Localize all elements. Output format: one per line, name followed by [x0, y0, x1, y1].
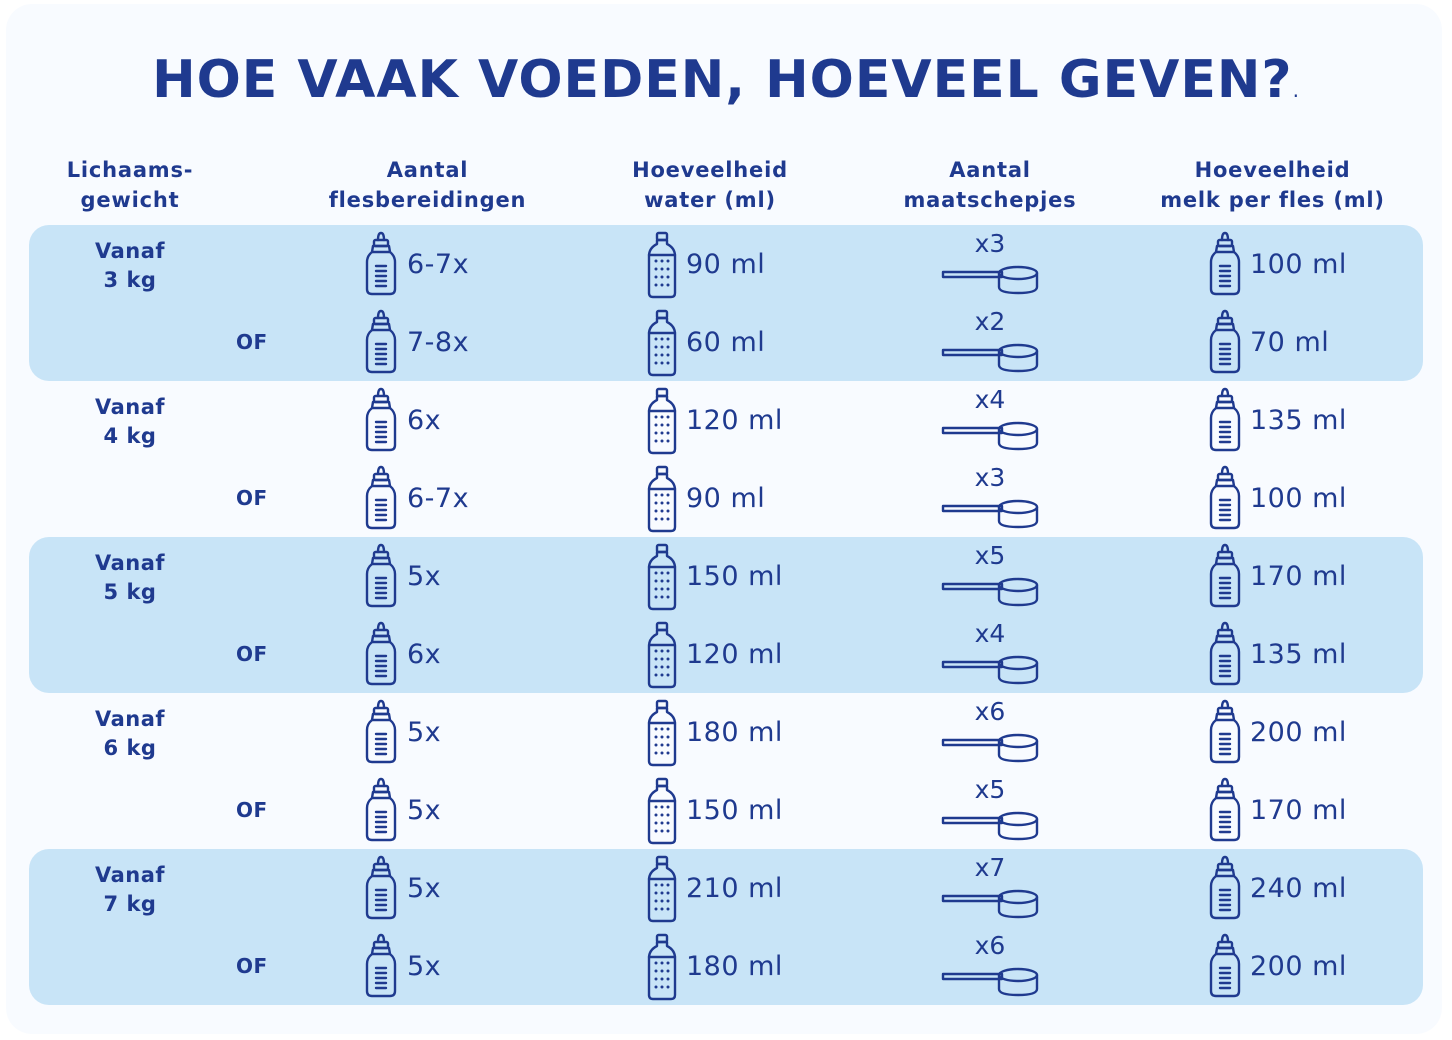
- milk-value: 200 ml: [1250, 951, 1347, 982]
- measuring-scoop-icon: [940, 575, 1040, 611]
- or-label: OF: [236, 330, 268, 354]
- water-value: 60 ml: [686, 327, 766, 358]
- scoops-value: x7: [974, 853, 1006, 882]
- scoops-value: x3: [974, 463, 1006, 492]
- table-row: [0, 773, 1452, 851]
- baby-bottle-icon: [1208, 621, 1242, 691]
- table-row: [0, 851, 1452, 929]
- measuring-scoop-icon: [940, 887, 1040, 923]
- baby-bottle-icon: [364, 465, 398, 535]
- water-bottle-icon: [646, 699, 678, 771]
- or-label: OF: [236, 954, 268, 978]
- water-bottle-icon: [646, 543, 678, 615]
- water-value: 90 ml: [686, 483, 766, 514]
- or-label: OF: [236, 798, 268, 822]
- feeds-value: 6x: [407, 639, 442, 670]
- table-row: [0, 461, 1452, 539]
- feeds-value: 5x: [407, 717, 442, 748]
- milk-value: 135 ml: [1250, 639, 1347, 670]
- weight-label: Vanaf 6 kg: [94, 707, 166, 760]
- page-title: [0, 50, 1452, 110]
- table-row: [0, 539, 1452, 617]
- milk-value: 170 ml: [1250, 561, 1347, 592]
- scoops-value: x5: [974, 541, 1006, 570]
- baby-bottle-icon: [364, 231, 398, 301]
- header-body-weight: Lichaams- gewicht: [66, 158, 194, 212]
- table-row: [0, 383, 1452, 461]
- measuring-scoop-icon: [940, 809, 1040, 845]
- milk-value: 70 ml: [1250, 327, 1330, 358]
- table-row: [0, 695, 1452, 773]
- scoops-value: x3: [974, 229, 1006, 258]
- scoops-value: x4: [974, 619, 1006, 648]
- title-mark: .: [1292, 78, 1300, 102]
- or-label: OF: [236, 642, 268, 666]
- baby-bottle-icon: [1208, 543, 1242, 613]
- baby-bottle-icon: [1208, 933, 1242, 1003]
- scoops-value: x6: [974, 697, 1006, 726]
- table-header: [0, 155, 1452, 225]
- feeds-value: 5x: [407, 561, 442, 592]
- baby-bottle-icon: [1208, 309, 1242, 379]
- water-bottle-icon: [646, 309, 678, 381]
- header-water-amount: Hoeveelheid water (ml): [632, 158, 788, 212]
- milk-value: 100 ml: [1250, 483, 1347, 514]
- title-text: HOE VAAK VOEDEN, HOEVEEL GEVEN?: [152, 50, 1293, 110]
- water-value: 150 ml: [686, 561, 783, 592]
- weight-label: Vanaf 4 kg: [94, 395, 166, 448]
- measuring-scoop-icon: [940, 965, 1040, 1001]
- baby-bottle-icon: [364, 387, 398, 457]
- milk-value: 170 ml: [1250, 795, 1347, 826]
- feeds-value: 5x: [407, 795, 442, 826]
- header-scoops: Aantal maatschepjes: [903, 158, 1077, 212]
- water-bottle-icon: [646, 231, 678, 303]
- measuring-scoop-icon: [940, 341, 1040, 377]
- water-value: 120 ml: [686, 639, 783, 670]
- milk-value: 135 ml: [1250, 405, 1347, 436]
- header-milk-per-bottle: Hoeveelheid melk per fles (ml): [1160, 158, 1385, 212]
- table-row: [0, 227, 1452, 305]
- baby-bottle-icon: [1208, 387, 1242, 457]
- table-row: [0, 929, 1452, 1007]
- water-bottle-icon: [646, 933, 678, 1005]
- feeds-value: 6-7x: [407, 249, 470, 280]
- water-value: 150 ml: [686, 795, 783, 826]
- baby-bottle-icon: [364, 855, 398, 925]
- baby-bottle-icon: [364, 543, 398, 613]
- baby-bottle-icon: [1208, 855, 1242, 925]
- baby-bottle-icon: [1208, 699, 1242, 769]
- measuring-scoop-icon: [940, 731, 1040, 767]
- water-value: 210 ml: [686, 873, 783, 904]
- header-number-of-feeds: Aantal flesbereidingen: [328, 158, 527, 212]
- water-bottle-icon: [646, 777, 678, 849]
- feeds-value: 5x: [407, 951, 442, 982]
- baby-bottle-icon: [364, 777, 398, 847]
- baby-bottle-icon: [1208, 777, 1242, 847]
- scoops-value: x2: [974, 307, 1006, 336]
- milk-value: 100 ml: [1250, 249, 1347, 280]
- water-value: 90 ml: [686, 249, 766, 280]
- baby-bottle-icon: [1208, 465, 1242, 535]
- water-bottle-icon: [646, 387, 678, 459]
- scoops-value: x5: [974, 775, 1006, 804]
- feeds-value: 6-7x: [407, 483, 470, 514]
- measuring-scoop-icon: [940, 497, 1040, 533]
- baby-bottle-icon: [364, 621, 398, 691]
- weight-label: Vanaf 3 kg: [94, 239, 166, 292]
- measuring-scoop-icon: [940, 653, 1040, 689]
- or-label: OF: [236, 486, 268, 510]
- table-row: [0, 617, 1452, 695]
- measuring-scoop-icon: [940, 263, 1040, 299]
- milk-value: 240 ml: [1250, 873, 1347, 904]
- scoops-value: x4: [974, 385, 1006, 414]
- milk-value: 200 ml: [1250, 717, 1347, 748]
- water-bottle-icon: [646, 855, 678, 927]
- measuring-scoop-icon: [940, 419, 1040, 455]
- scoops-value: x6: [974, 931, 1006, 960]
- weight-label: Vanaf 5 kg: [94, 551, 166, 604]
- baby-bottle-icon: [1208, 231, 1242, 301]
- feeds-value: 5x: [407, 873, 442, 904]
- baby-bottle-icon: [364, 309, 398, 379]
- water-value: 120 ml: [686, 405, 783, 436]
- baby-bottle-icon: [364, 933, 398, 1003]
- weight-label: Vanaf 7 kg: [94, 863, 166, 916]
- baby-bottle-icon: [364, 699, 398, 769]
- feeds-value: 6x: [407, 405, 442, 436]
- water-bottle-icon: [646, 621, 678, 693]
- water-bottle-icon: [646, 465, 678, 537]
- table-row: [0, 305, 1452, 383]
- feeds-value: 7-8x: [407, 327, 470, 358]
- water-value: 180 ml: [686, 717, 783, 748]
- water-value: 180 ml: [686, 951, 783, 982]
